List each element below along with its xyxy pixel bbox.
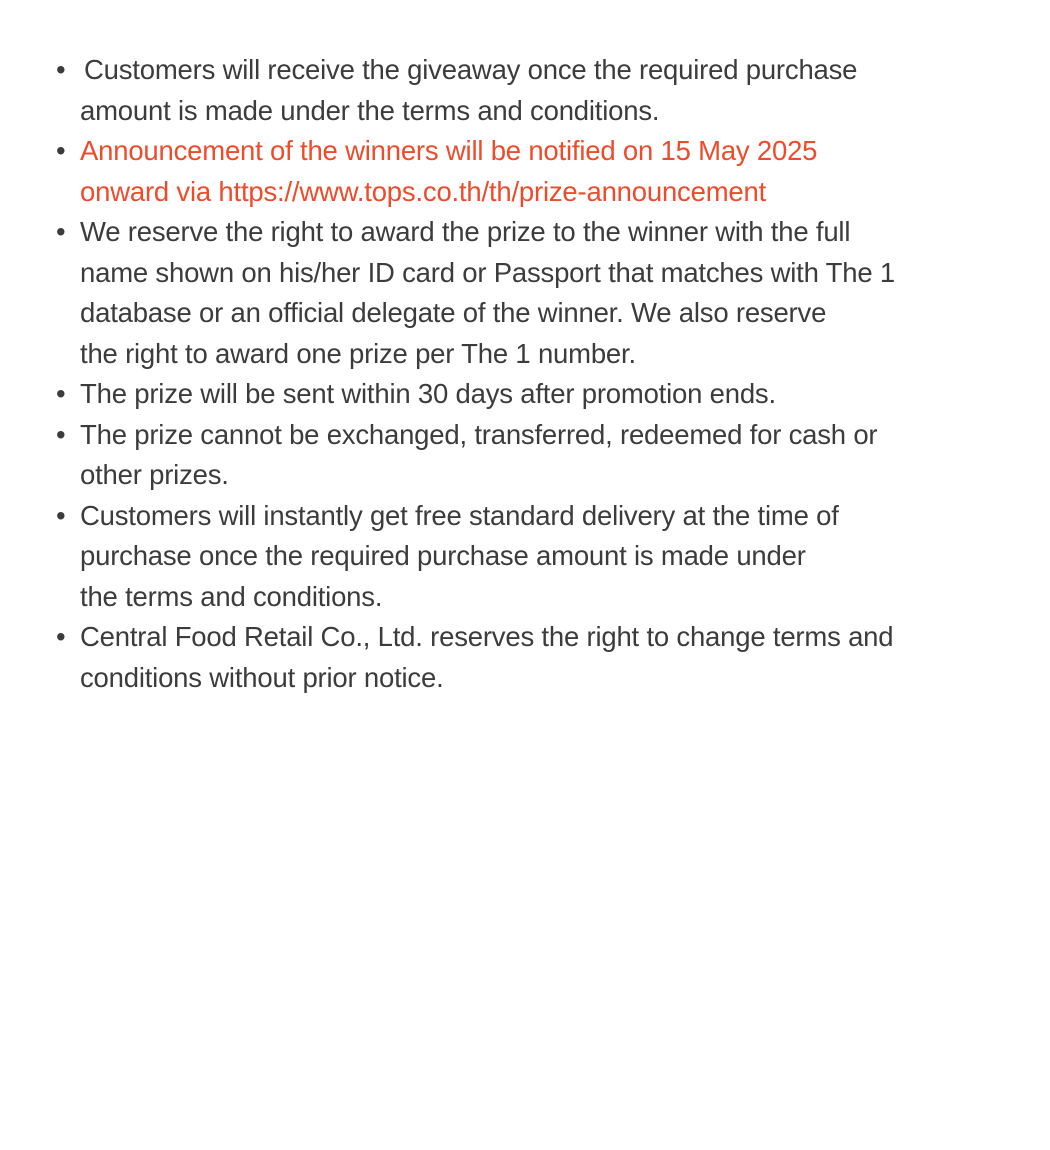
term-line: Central Food Retail Co., Ltd. reserves the right to change terms and [80, 621, 894, 652]
term-line: conditions without prior notice. [80, 661, 444, 693]
term-item-giveaway [54, 50, 984, 131]
term-line: Customers will instantly get free standard delivery at the time of [80, 499, 839, 531]
term-line: amount is made under the terms and conditions. [80, 94, 660, 126]
term-item-change-terms [54, 617, 984, 698]
term-line: The prize cannot be exchanged, transferred, redeemed for cash or [80, 418, 878, 450]
term-line: purchase once the required purchase amount is made under [80, 540, 806, 571]
term-item-prize-award [54, 212, 984, 374]
term-line: database or an official delegate of the winner. We also reserve [80, 297, 827, 328]
bullet-icon: • [56, 499, 66, 531]
term-line: the terms and conditions. [80, 580, 383, 612]
term-item-no-exchange [54, 415, 984, 496]
term-line: The prize will be sent within 30 days after promotion ends. [80, 378, 776, 409]
bullet-icon: • [56, 378, 66, 409]
term-item-announcement [54, 131, 984, 212]
bullet-icon: • [56, 135, 66, 166]
term-line: Announcement of the winners will be notified on 15 May 2025 [80, 135, 818, 166]
bullet-icon: • [56, 216, 66, 247]
term-line: Customers will receive the giveaway once the required purchase [84, 54, 858, 85]
announcement-link[interactable]: onward via https://www.tops.co.th/th/prize-announcement [80, 175, 767, 207]
term-line: other prizes. [80, 459, 229, 490]
bullet-icon: • [56, 54, 66, 85]
term-item-delivery-time [54, 374, 984, 415]
terms-list [54, 50, 984, 698]
bullet-icon: • [56, 621, 66, 652]
term-line: We reserve the right to award the prize to the winner with the full [80, 216, 851, 247]
bullet-icon: • [56, 418, 66, 450]
term-item-free-delivery [54, 496, 984, 618]
term-line: name shown on his/her ID card or Passport that matches with The 1 [80, 256, 895, 288]
term-line: the right to award one prize per The 1 number. [80, 337, 636, 369]
